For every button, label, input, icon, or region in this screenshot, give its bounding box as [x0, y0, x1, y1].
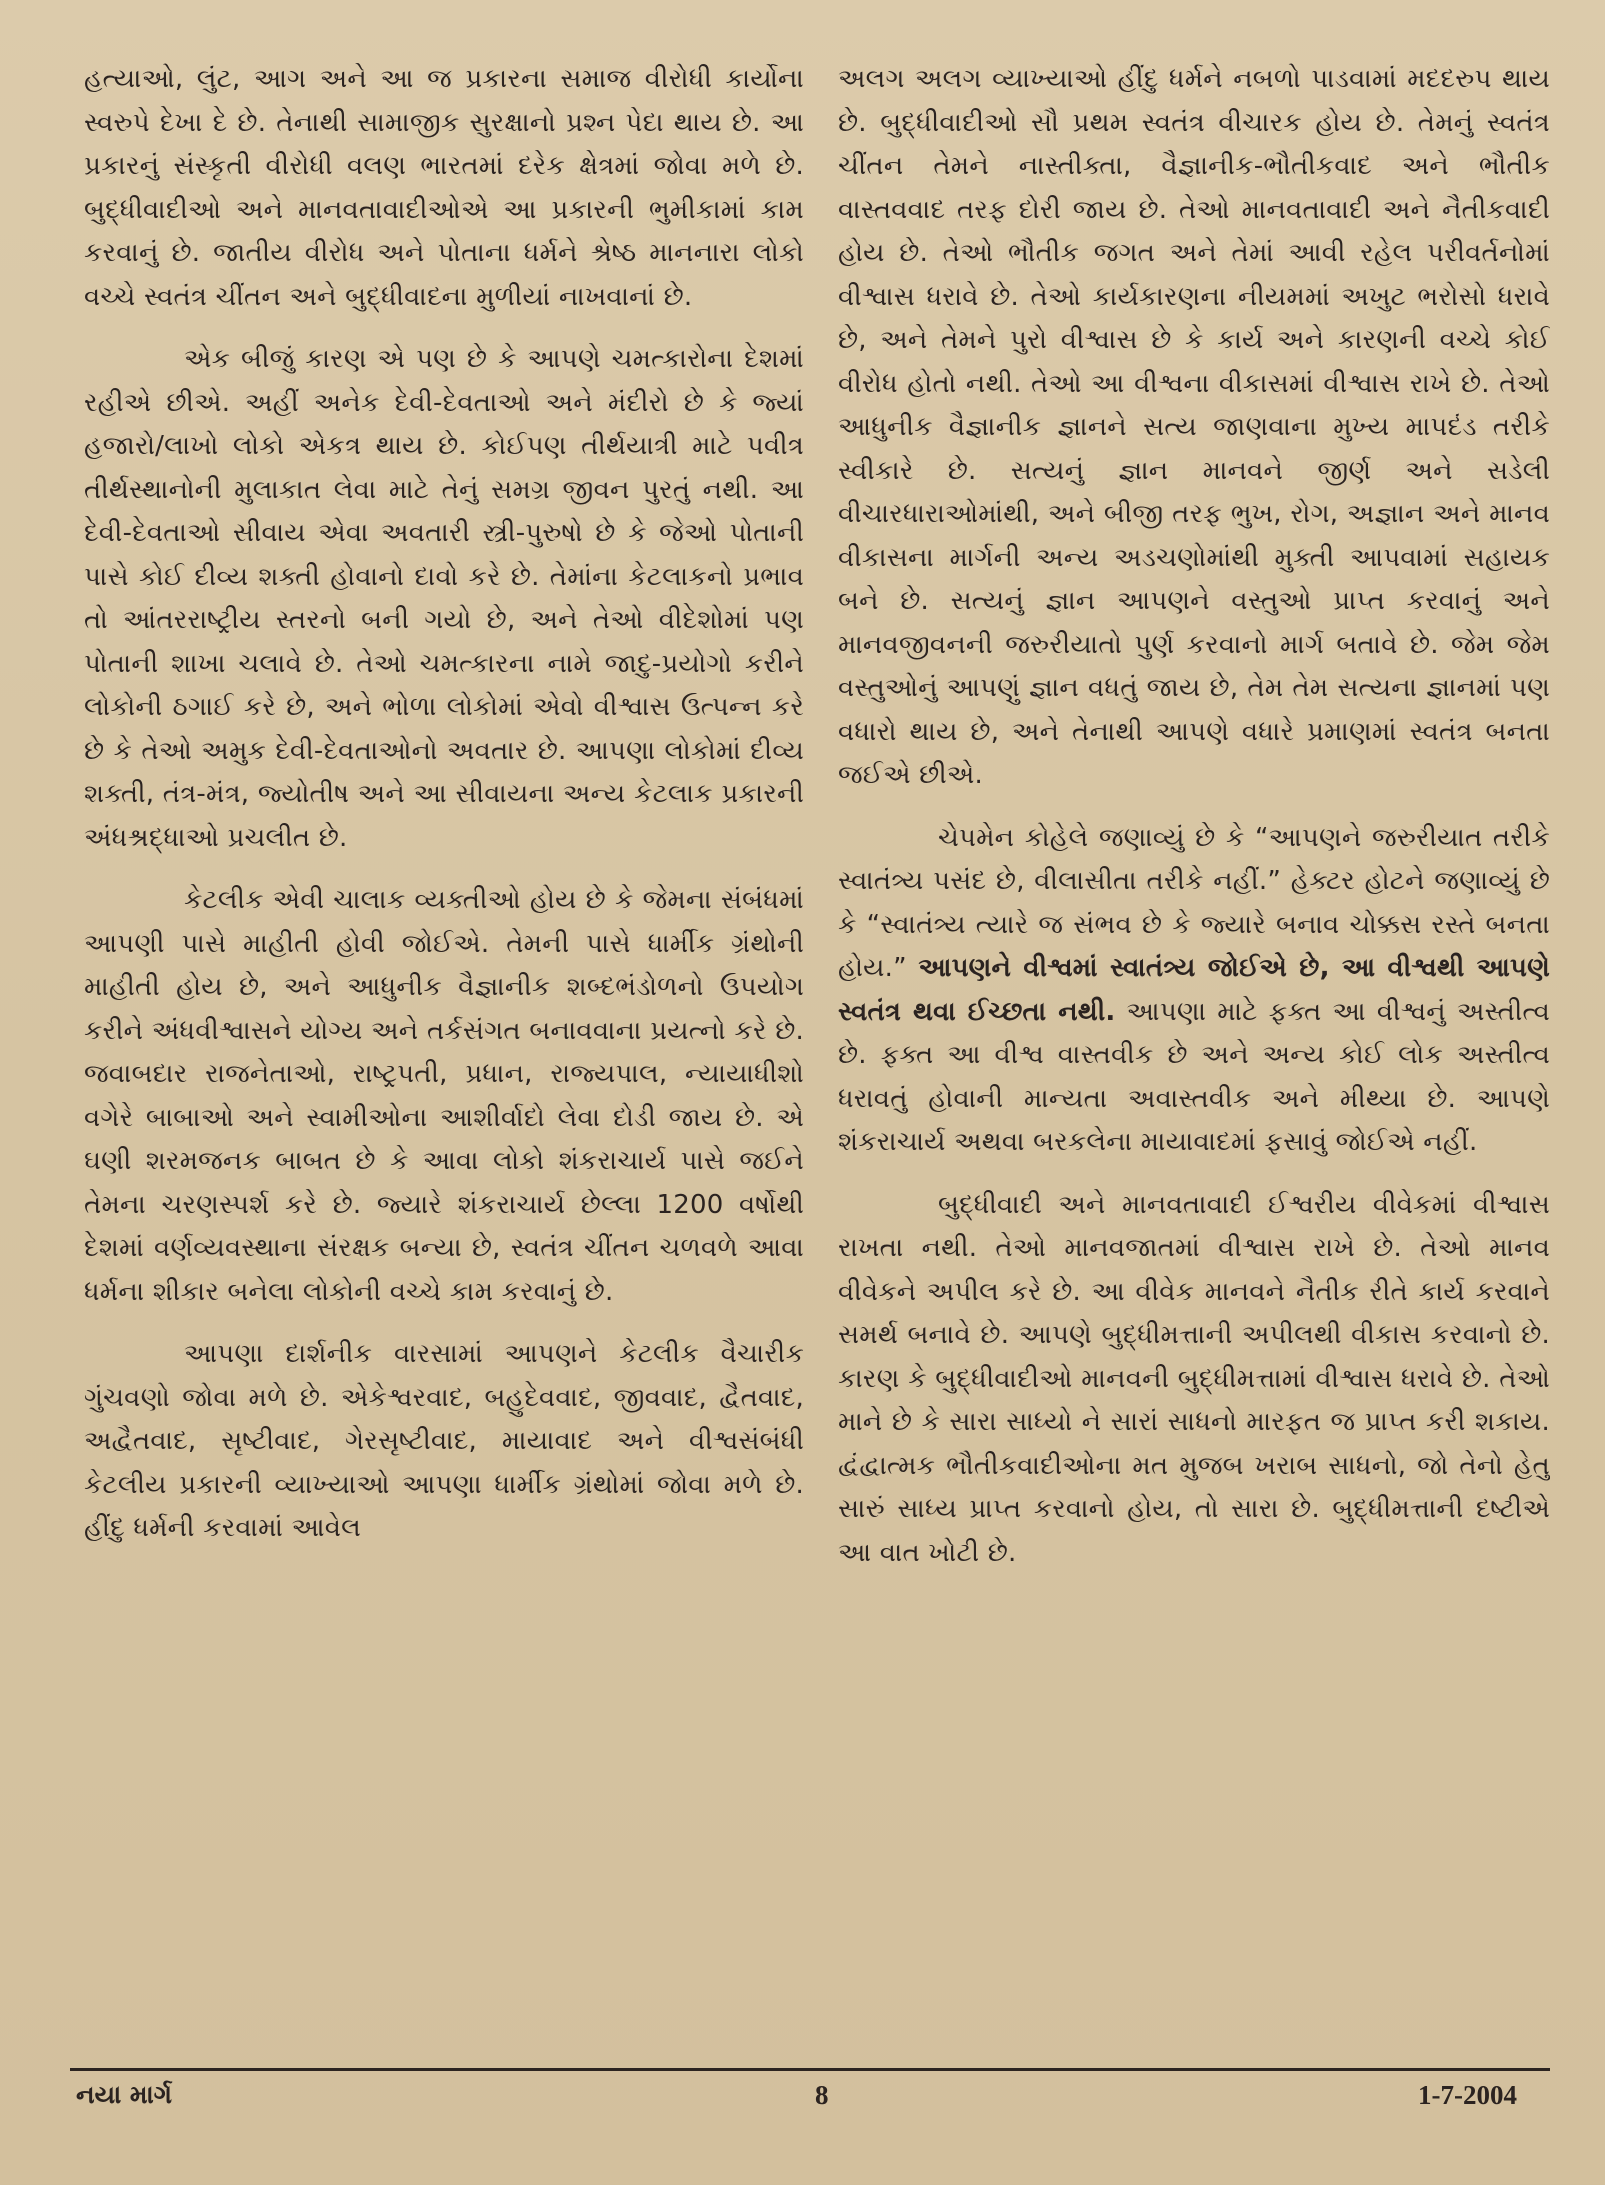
magazine-name: નયા માર્ગ	[76, 2080, 172, 2109]
right-paragraph-1: અલગ અલગ વ્યાખ્યાઓ હીંદુ ધર્મને નબળો પાડવામાં મદદરુપ થાય છે. બુદ્ધીવાદીઓ સૌ પ્રથમ સ્વતંત્ર વીચારક હોય છે. તેમનું સ્વતંત્ર ચીંતન તેમને નાસ્તીક્તા, વૈજ્ઞાનીક-ભૌતીકવાદ અને ભૌતીક વાસ્તવવાદ તરફ દોરી જાય છે. તેઓ માનવતાવાદી અને નૈતીકવાદી હોય છે. તેઓ ભૌતીક જગત અને તેમાં આવી રહેલ પરીવર્તનોમાં વીશ્વાસ ધરાવે છે. તેઓ કાર્યકારણના નીયમમાં અખુટ ભરોસો ધરાવે છે, અને તેમને પુરો વીશ્વાસ છે કે કાર્ય અને કારણની વચ્ચે કોઈ વીરોધ હોતો નથી. તેઓ આ વીશ્વના વીકાસમાં વીશ્વાસ રાખે છે. તેઓ આધુનીક વૈજ્ઞાનીક જ્ઞાનને સત્ય જાણવાના મુખ્ય માપદંડ તરીકે સ્વીકારે છે. સત્યનું જ્ઞાન માનવને જીર્ણ અને સડેલી વીચારધારાઓમાંથી, અને બીજી તરફ ભુખ, રોગ, અજ્ઞાન અને માનવ વીકાસના માર્ગની અન્ય અડચણોમાંથી મુક્તી આપવામાં સહાયક બને છે. સત્યનું જ્ઞાન આપણને વસ્તુઓ પ્રાપ્ત કરવાનું અને માનવજીવનની જરુરીયાતો પુર્ણ કરવાનો માર્ગ બતાવે છે. જેમ જેમ વસ્તુઓનું આપણું જ્ઞાન વધતું જાય છે, તેમ તેમ સત્યના જ્ઞાનમાં પણ વધારો થાય છે, અને તેનાથી આપણે વધારે પ્રમાણમાં સ્વતંત્ર બનતા જઈએ છીએ.	[838, 64, 1550, 790]
footer-rule	[70, 2068, 1550, 2071]
left-paragraph-1: હત્યાઓ, લુંટ, આગ અને આ જ પ્રકારના સમાજ વીરોધી કાર્યોના સ્વરુપે દેખા દે છે. તેનાથી સામાજીક સુરક્ષાનો પ્રશ્ન પેદા થાય છે. આ પ્રકારનું સંસ્કૃતી વીરોધી વલણ ભારતમાં દરેક ક્ષેત્રમાં જોવા મળે છે. બુદ્ધીવાદીઓ અને માનવતાવાદીઓએ આ પ્રકારની ભુમીકામાં કામ કરવાનું છે. જાતીય વીરોધ અને પોતાના ધર્મને શ્રેષ્ઠ માનનારા લોકો વચ્ચે સ્વતંત્ર ચીંતન અને બુદ્ધીવાદના મુળીયાં નાખવાનાં છે.	[84, 64, 804, 312]
left-paragraph-4: આપણા દાર્શનીક વારસામાં આપણને કેટલીક વૈચારીક ગુંચવણો જોવા મળે છે. એકેશ્વરવાદ, બહુદેવવાદ, જીવવાદ, દ્વૈતવાદ, અદ્વૈતવાદ, સૃષ્ટીવાદ, ગેરસૃષ્ટીવાદ, માયાવાદ અને વીશ્વસંબંધી કેટલીય પ્રકારની વ્યાખ્યાઓ આપણા ધાર્મીક ગ્રંથોમાં જોવા મળે છે. હીંદુ ધર્મની કરવામાં આવેલ	[84, 1339, 804, 1543]
left-column	[84, 58, 804, 2058]
right-paragraph-2	[838, 817, 1550, 1165]
right-paragraph-3: બુદ્ધીવાદી અને માનવતાવાદી ઈશ્વરીય વીવેકમાં વીશ્વાસ રાખતા નથી. તેઓ માનવજાતમાં વીશ્વાસ રાખે છે. તેઓ માનવ વીવેકને અપીલ કરે છે. આ વીવેક માનવને નૈતીક રીતે કાર્ય કરવાને સમર્થ બનાવે છે. આપણે બુદ્ધીમત્તાની અપીલથી વીકાસ કરવાનો છે. કારણ કે બુદ્ધીવાદીઓ માનવની બુદ્ધીમત્તામાં વીશ્વાસ ધરાવે છે. તેઓ માને છે કે સારા સાધ્યો ને સારાં સાધનો મારફત જ પ્રાપ્ત કરી શકાય. દ્વંદ્વાત્મક ભૌતીકવાદીઓના મત મુજબ ખરાબ સાધનો, જો તેનો હેતુ સારું સાધ્ય પ્રાપ્ત કરવાનો હોય, તો સારા છે. બુદ્ધીમત્તાની દષ્ટીએ આ વાત ખોટી છે.	[838, 1189, 1550, 1568]
left-paragraph-3: કેટલીક એવી ચાલાક વ્યક્તીઓ હોય છે કે જેમના સંબંધમાં આપણી પાસે માહીતી હોવી જોઈએ. તેમની પાસે ધાર્મીક ગ્રંથોની માહીતી હોય છે, અને આધુનીક વૈજ્ઞાનીક શબ્દભંડોળનો ઉપયોગ કરીને અંધવીશ્વાસને યોગ્ય અને તર્કસંગત બનાવવાના પ્રયત્નો કરે છે. જવાબદાર રાજનેતાઓ, રાષ્ટ્રપતી, પ્રધાન, રાજ્યપાલ, ન્યાયાધીશો વગેરે બાબાઓ અને સ્વામીઓના આશીર્વાદો લેવા દોડી જાય છે. એ ઘણી શરમજનક બાબત છે કે આવા લોકો શંકરાચાર્ય પાસે જઈને તેમના ચરણસ્પર્શ કરે છે. જ્યારે શંકરાચાર્ય છેલ્લા 1200 વર્ષોથી દેશમાં વર્ણવ્યવસ્થાના સંરક્ષક બન્યા છે, સ્વતંત્ર ચીંતન ચળવળે આવા ધર્મના શીકાર બનેલા લોકોની વચ્ચે કામ કરવાનું છે.	[84, 885, 804, 1307]
quote-text: ચેપમેન કોહેલે જણાવ્યું છે કે “આપણને જરુરીયાત તરીકે સ્વાતંત્ર્ય પસંદ છે, વીલાસીતા તરીકે નહીં.” હેક્ટર હોટને જણાવ્યું છે કે “સ્વાતંત્ર્ય ત્યારે જ સંભવ છે કે જ્યારે બનાવ ચોક્કસ રસ્તે બનતા હોય.”	[838, 822, 1550, 983]
right-column	[838, 58, 1550, 2058]
page-number: 8	[815, 2080, 829, 2110]
continuation-text: આપણા માટે ફક્ત આ વીશ્વનું અસ્તીત્વ છે. ફક્ત આ વીશ્વ વાસ્તવીક છે અને અન્ય કોઈ લોક અસ્તીત્વ ધરાવતું હોવાની માન્યતા અવાસ્તવીક અને મીથ્યા છે. આપણે શંકરાચાર્ય અથવા બરકલેના માયાવાદમાં ફસાવું જોઈએ નહીં.	[838, 996, 1550, 1157]
issue-date: 1-7-2004	[1418, 2080, 1517, 2110]
left-paragraph-2: એક બીજું કારણ એ પણ છે કે આપણે ચમત્કારોના દેશમાં રહીએ છીએ. અહીં અનેક દેવી-દેવતાઓ અને મંદીરો છે કે જ્યાં હજારો/લાખો લોકો એકત્ર થાય છે. કોઈપણ તીર્થયાત્રી માટે પવીત્ર તીર્થસ્થાનોની મુલાકાત લેવા માટે તેનું સમગ્ર જીવન પુરતું નથી. આ દેવી-દેવતાઓ સીવાય એવા અવતારી સ્ત્રી-પુરુષો છે કે જેઓ પોતાની પાસે કોઈ દીવ્ય શક્તી હોવાનો દાવો કરે છે. તેમાંના કેટલાકનો પ્રભાવ તો આંતરરાષ્ટ્રીય સ્તરનો બની ગયો છે, અને તેઓ વીદેશોમાં પણ પોતાની શાખા ચલાવે છે. તેઓ ચમત્કારના નામે જાદુ-પ્રયોગો કરીને લોકોની ઠગાઈ કરે છે, અને ભોળા લોકોમાં એવો વીશ્વાસ ઉત્પન્ન કરે છે કે તેઓ અમુક દેવી-દેવતાઓનો અવતાર છે. આપણા લોકોમાં દીવ્ય શક્તી, તંત્ર-મંત્ર, જ્યોતીષ અને આ સીવાયના અન્ય કેટલાક પ્રકારની અંધશ્રદ્ધાઓ પ્રચલીત છે.	[84, 344, 804, 853]
emphasis-text: આપણને વીશ્વમાં સ્વાતંત્ર્ય જોઈએ છે, આ વીશ્વથી આપણે સ્વતંત્ર થવા ઈચ્છતા નથી.	[838, 953, 1550, 1027]
